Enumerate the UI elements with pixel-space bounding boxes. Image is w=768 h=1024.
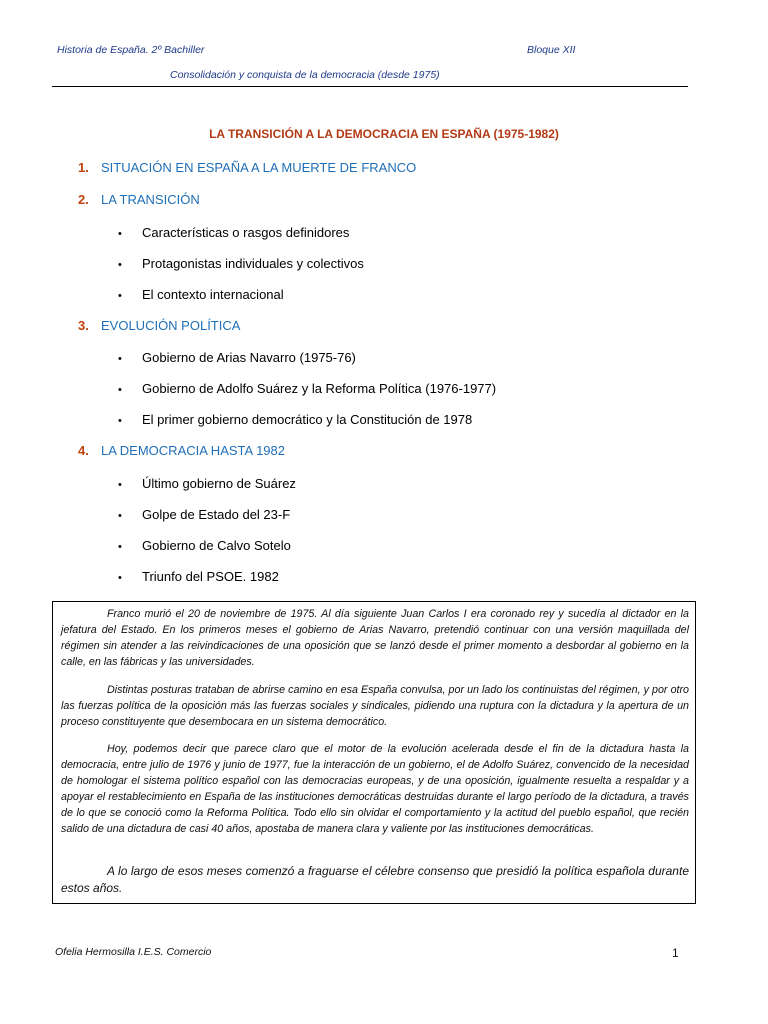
bullet-icon: • xyxy=(118,415,122,427)
bullet-icon: • xyxy=(118,290,122,302)
list-item: • Protagonistas individuales y colectivos xyxy=(118,256,364,271)
section-2-heading xyxy=(78,192,200,207)
header-divider xyxy=(52,86,688,87)
list-item: • Último gobierno de Suárez xyxy=(118,476,296,491)
summary-paragraph: Hoy, podemos decir que parece claro que el motor de la evolución acelerada desde el fin de la dictadura hasta la democracia, entre julio de 1976 y junio de 1977, fue la interacción de un gobierno, el de Adolfo Suárez, convencido de la necesidad de homologar el sistema político español con las democracias europeas, y de una oposición, igualmente resuelta a respaldar y a apoyar el restablecimiento en España de las instituciones democráticas destruidas durante el largo período de la dictadura, a través de lo que se conoció como la Reforma Política. Todo ello sin olvidar el comportamiento y la actitud del pueblo español, que recién salido de una dictadura de casi 40 años, apostaba de manera clara y valiente por las instituciones democráticas. xyxy=(61,743,689,835)
section-number: 2. xyxy=(78,192,89,207)
section-label: EVOLUCIÓN POLÍTICA xyxy=(101,318,241,333)
bullet-icon: • xyxy=(118,353,122,365)
list-item: • El contexto internacional xyxy=(118,287,284,302)
list-item: • Gobierno de Calvo Sotelo xyxy=(118,538,291,553)
section-label: LA TRANSICIÓN xyxy=(101,192,200,207)
list-item: • Golpe de Estado del 23-F xyxy=(118,507,291,522)
section-label: LA DEMOCRACIA HASTA 1982 xyxy=(101,443,285,458)
footer-author: Ofelia Hermosilla I.E.S. Comercio xyxy=(55,946,212,958)
bullet-icon: • xyxy=(118,541,122,553)
list-item: • Triunfo del PSOE. 1982 xyxy=(118,569,279,584)
section-3-heading xyxy=(78,318,240,333)
summary-box xyxy=(52,601,696,904)
list-item: • El primer gobierno democrático y la Constitución de 1978 xyxy=(118,412,473,427)
bullet-icon: • xyxy=(118,259,122,271)
bullet-icon: • xyxy=(118,572,122,584)
section-number: 4. xyxy=(78,443,89,458)
page-title: LA TRANSICIÓN A LA DEMOCRACIA EN ESPAÑA (1975-1982) xyxy=(209,127,559,141)
summary-paragraph: Distintas posturas trataban de abrirse camino en esa España convulsa, por un lado los continuistas del régimen, y por otro las fuerzas política de la oposición más las fuerzas sociales y sindicales, pidiendo una ruptura con la dictadura y la apertura de un proceso constituyente que desembocara en un sistema democrático. xyxy=(61,684,689,728)
summary-paragraph: A lo largo de esos meses comenzó a fraguarse el célebre consenso que presidió la política española durante estos años. xyxy=(61,864,689,895)
bullet-icon: • xyxy=(118,228,122,240)
header-course: Historia de España. 2º Bachiller xyxy=(57,44,205,56)
section-4-heading xyxy=(78,443,285,458)
bullet-icon: • xyxy=(118,384,122,396)
list-item: • Características o rasgos definidores xyxy=(118,225,350,240)
summary-paragraph: Franco murió el 20 de noviembre de 1975. Al día siguiente Juan Carlos I era coronado rey y sucedía al dictador en la jefatura del Estado. En los primeros meses el gobierno de Arias Navarro, pretendió continuar con una versión maquillada del régimen sin atender a las reivindicaciones de una oposición que se lanzó desde el primer momento a desbordar al gobierno en la calle, en las fábricas y las universidades. xyxy=(61,608,689,668)
section-number: 1. xyxy=(78,160,89,175)
list-item: • Gobierno de Arias Navarro (1975-76) xyxy=(118,350,356,365)
section-number: 3. xyxy=(78,318,89,333)
list-item: • Gobierno de Adolfo Suárez y la Reforma Política (1976-1977) xyxy=(118,381,497,396)
bullet-icon: • xyxy=(118,510,122,522)
header-block: Bloque XII xyxy=(527,44,576,56)
header-subtitle: Consolidación y conquista de la democracia (desde 1975) xyxy=(170,69,440,81)
section-1-heading xyxy=(78,160,416,175)
bullet-icon: • xyxy=(118,479,122,491)
page-number: 1 xyxy=(672,946,679,960)
section-label: SITUACIÓN EN ESPAÑA A LA MUERTE DE FRANCO xyxy=(101,160,417,175)
